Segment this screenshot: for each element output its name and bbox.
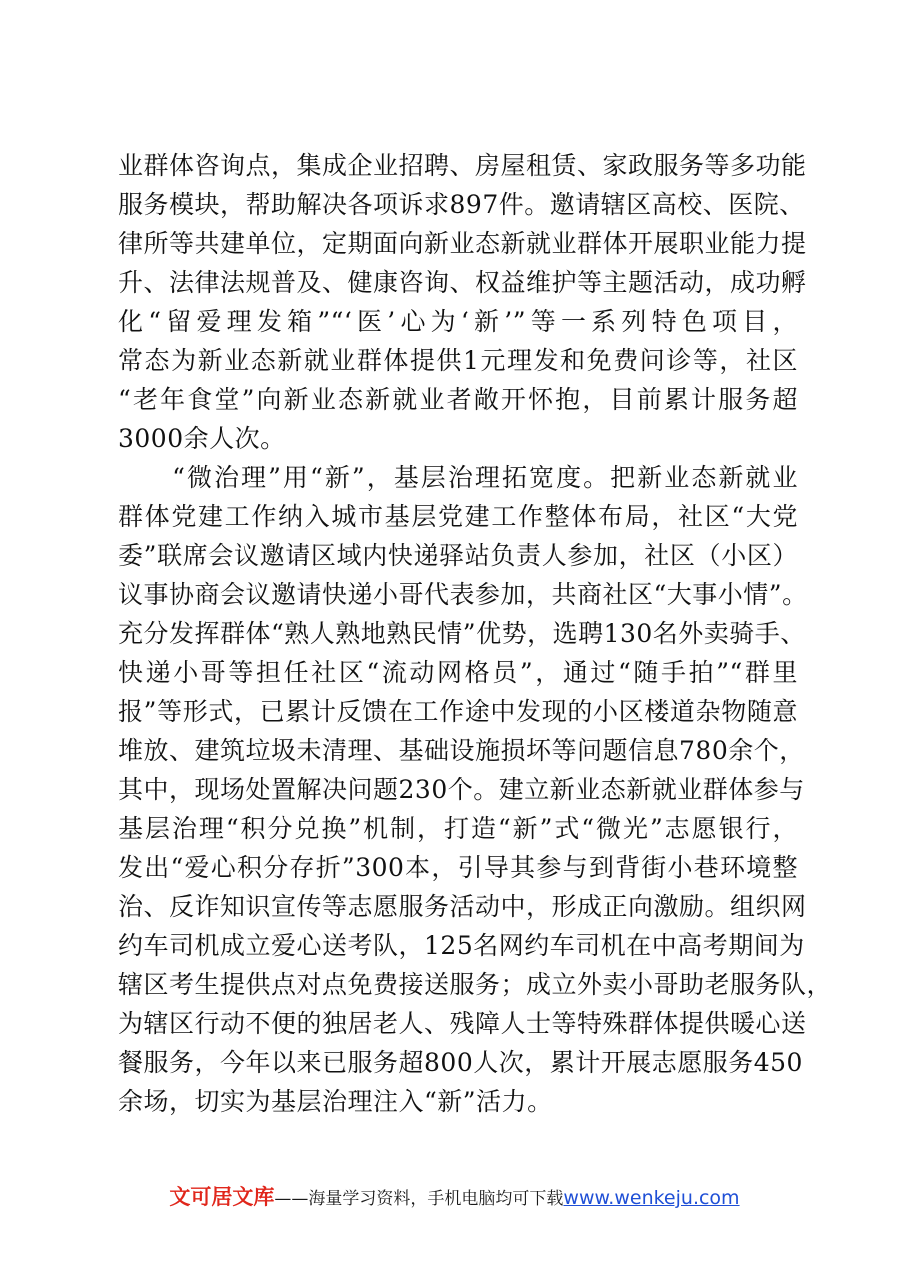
footer-slogan: ——海量学习资料，手机电脑均可下载	[274, 1189, 564, 1209]
text-line: 辖区考生提供点对点免费接送服务；成立外卖小哥助老服务队，	[118, 970, 833, 999]
text-line: “微治理”用“新”，基层治理拓宽度。把新业态新就业	[118, 463, 798, 492]
text-line: 升、法律法规普及、健康咨询、权益维护等主题活动，成功孵	[118, 268, 807, 297]
text-line: 治、反诈知识宣传等志愿服务活动中，形成正向激励。组织网	[118, 892, 807, 921]
text-line: 常态为新业态新就业群体提供1元理发和免费问诊等，社区	[118, 346, 798, 375]
text-line: 委”联席会议邀请区域内快递驿站负责人参加，社区（小区）	[118, 541, 798, 570]
text-line: 堆放、建筑垃圾未清理、基础设施损坏等问题信息780余个，	[118, 736, 805, 765]
text-line: 报”等形式，已累计反馈在工作途中发现的小区楼道杂物随意	[118, 697, 798, 726]
website-link[interactable]: www.wenkeju.com	[563, 1187, 740, 1209]
text-line: 快递小哥等担任社区“流动网格员”，通过“随手拍”“群里	[118, 658, 798, 687]
text-line: 服务模块，帮助解决各项诉求897件。邀请辖区高校、医院、	[118, 190, 805, 219]
text-line: 为辖区行动不便的独居老人、残障人士等特殊群体提供暖心送	[118, 1009, 807, 1038]
footer-banner	[0, 1181, 909, 1211]
text-line: 余场，切实为基层治理注入“新”活力。	[118, 1087, 553, 1116]
text-line: “老年食堂”向新业态新就业者敞开怀抱，目前累计服务超	[118, 385, 798, 414]
text-line: 律所等共建单位，定期面向新业态新就业群体开展职业能力提	[118, 229, 807, 258]
text-line: 3000余人次。	[118, 424, 286, 453]
text-line: 发出“爱心积分存折”300本，引导其参与到背街小巷环境整	[118, 853, 798, 882]
brand-name: 文可居文库	[169, 1185, 275, 1209]
text-line: 餐服务，今年以来已服务超800人次，累计开展志愿服务450	[118, 1048, 803, 1077]
body-text	[118, 146, 833, 1121]
text-line: 议事协商会议邀请快递小哥代表参加，共商社区“大事小情”。	[118, 580, 808, 609]
text-line: 充分发挥群体“熟人熟地熟民情”优势，选聘130名外卖骑手、	[118, 619, 806, 648]
text-line: 其中，现场处置解决问题230个。建立新业态新就业群体参与	[118, 775, 805, 804]
text-line: 化“留爱理发箱”“‘医’心为‘新’”等一系列特色项目，	[118, 307, 798, 336]
text-line: 约车司机成立爱心送考队，125名网约车司机在中高考期间为	[118, 931, 805, 960]
text-line: 业群体咨询点，集成企业招聘、房屋租赁、家政服务等多功能	[118, 151, 807, 180]
text-line: 群体党建工作纳入城市基层党建工作整体布局，社区“大党	[118, 502, 798, 531]
text-line: 基层治理“积分兑换”机制，打造“新”式“微光”志愿银行，	[118, 814, 798, 843]
